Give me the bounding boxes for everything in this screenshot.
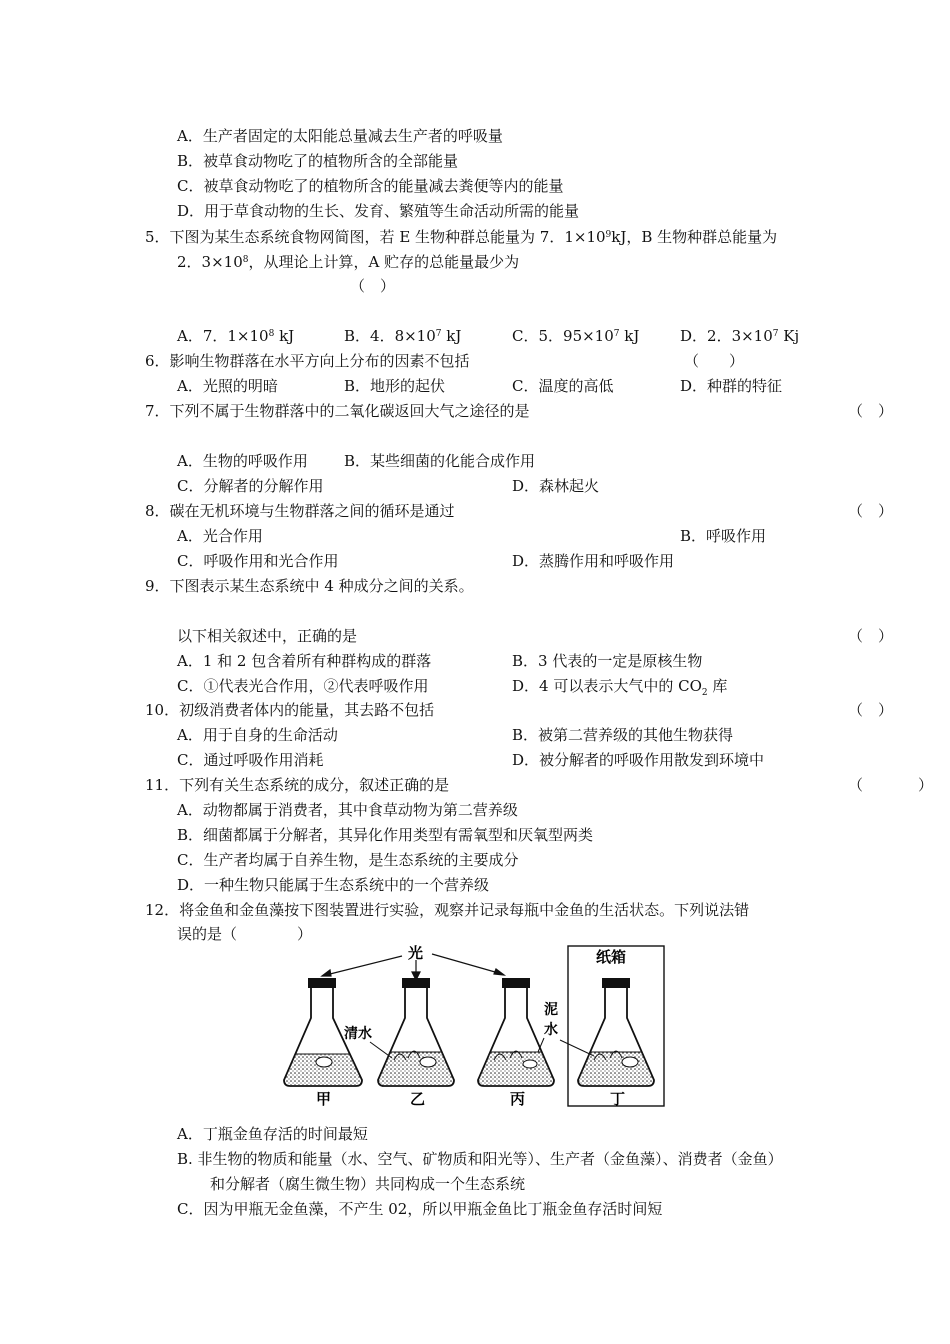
q11-option-b: B．细菌都属于分解者，其异化作用类型有需氧型和厌氧型两类 <box>177 826 594 844</box>
mud-water-label-2: 水 <box>544 1022 558 1038</box>
q8-option-b: B．呼吸作用 <box>680 527 767 545</box>
q10-option-d: D．被分解者的呼吸作用散发到环境中 <box>512 751 765 769</box>
option-unit: kJ <box>619 327 640 345</box>
q9-stem: 9．下图表示某生态系统中 4 种成分之间的关系。 <box>145 577 474 595</box>
q9-option-c: C．①代表光合作用，②代表呼吸作用 <box>177 677 429 695</box>
q11-option-d: D．一种生物只能属于生态系统中的一个营养级 <box>177 876 490 894</box>
q7-option-c: C．分解者的分解作用 <box>177 477 324 495</box>
option-text: A．7．1×10 <box>177 327 269 345</box>
q8-option-d: D．蒸腾作用和呼吸作用 <box>512 552 675 570</box>
option-text: B．4．8×10 <box>344 327 436 345</box>
q10-option-c: C．通过呼吸作用消耗 <box>177 751 324 769</box>
q5-option-d <box>680 326 799 346</box>
q9-option-a: A．1 和 2 包含着所有种群构成的群落 <box>177 652 432 670</box>
option-text-end: 库 <box>707 677 728 695</box>
q8-option-a: A．光合作用 <box>177 527 263 545</box>
q12-option-b-line-1: B. 非生物的物质和能量（水、空气、矿物质和阳光等）、生产者（金鱼藻）、消费者（金鱼） <box>177 1150 783 1168</box>
option-text: D．2．3×10 <box>680 327 773 345</box>
q11-option-a: A．动物都属于消费者，其中食草动物为第二营养级 <box>177 801 518 819</box>
exponent: 8 <box>268 329 275 339</box>
q12-option-c: C．因为甲瓶无金鱼藻，不产生 02，所以甲瓶金鱼比丁瓶金鱼存活时间短 <box>177 1200 663 1218</box>
exponent: 9 <box>605 230 612 240</box>
q5-stem-line-2 <box>177 252 519 272</box>
q6-stem: 6．影响生物群落在水平方向上分布的因素不包括 <box>145 352 470 370</box>
q8-answer-paren: （ ） <box>848 502 894 520</box>
q5-stem-text-2-end: ，从理论上计算，A 贮存的总能量最少为 <box>248 253 520 271</box>
q4-option-a: A．生产者固定的太阳能总量减去生产者的呼吸量 <box>177 127 503 145</box>
mud-water-label-1: 泥 <box>544 1002 558 1018</box>
q5-stem-text-end: kJ，B 生物种群总能量为 <box>611 228 778 246</box>
option-text: D．4 可以表示大气中的 CO <box>512 677 702 695</box>
flask-ding <box>578 978 654 1086</box>
q10-option-a: A．用于自身的生命活动 <box>177 726 338 744</box>
q9-option-d <box>512 676 727 703</box>
flask-bing <box>478 978 554 1086</box>
q9-answer-paren: （ ） <box>848 627 894 645</box>
exponent: 8 <box>242 255 249 265</box>
q6-option-b: B．地形的起伏 <box>344 377 446 395</box>
option-unit: kJ <box>274 327 295 345</box>
q8-stem: 8．碳在无机环境与生物群落之间的循环是通过 <box>145 502 455 520</box>
q10-stem: 10．初级消费者体内的能量，其去路不包括 <box>145 701 435 719</box>
q11-paren-right: ） <box>918 776 934 794</box>
experiment-figure <box>282 940 670 1108</box>
q9-stem-2: 以下相关叙述中，正确的是 <box>177 627 358 645</box>
flask-yi <box>378 978 454 1086</box>
q12-option-a: A．丁瓶金鱼存活的时间最短 <box>177 1125 368 1143</box>
q5-option-a <box>177 326 294 346</box>
q10-option-b: B．被第二营养级的其他生物获得 <box>512 726 734 744</box>
q11-stem: 11．下列有关生态系统的成分，叙述正确的是 <box>145 776 450 794</box>
option-text: C．5．95×10 <box>512 327 614 345</box>
exponent: 7 <box>772 329 779 339</box>
q6-answer-paren: （ ） <box>684 352 745 370</box>
q12-stem-line-2: 误的是（ ） <box>177 925 313 943</box>
q11-paren-left: （ <box>848 776 864 794</box>
q8-option-c: C．呼吸作用和光合作用 <box>177 552 339 570</box>
light-label: 光 <box>408 944 424 962</box>
q7-answer-paren: （ ） <box>848 402 894 420</box>
option-unit: kJ <box>441 327 462 345</box>
q5-option-b <box>344 326 461 346</box>
flask-label-yi: 乙 <box>410 1090 426 1108</box>
q7-option-b: B．某些细菌的化能合成作用 <box>344 452 536 470</box>
q11-option-c: C．生产者均属于自养生物，是生态系统的主要成分 <box>177 851 519 869</box>
q9-option-b: B．3 代表的一定是原核生物 <box>512 652 703 670</box>
q12-option-b-line-2: 和分解者（腐生微生物）共同构成一个生态系统 <box>210 1175 526 1193</box>
option-unit: Kj <box>778 327 800 345</box>
q6-option-c: C．温度的高低 <box>512 377 614 395</box>
q10-answer-paren: （ ） <box>848 701 894 719</box>
subscript: 2 <box>701 688 708 698</box>
clear-water-label: 清水 <box>344 1026 372 1042</box>
q7-option-a: A．生物的呼吸作用 <box>177 452 308 470</box>
flask-label-jia: 甲 <box>316 1090 332 1108</box>
q4-option-d: D．用于草食动物的生长、发育、繁殖等生命活动所需的能量 <box>177 202 580 220</box>
q5-option-c <box>512 326 639 346</box>
flask-label-bing: 丙 <box>510 1090 526 1108</box>
q6-option-d: D．种群的特征 <box>680 377 783 395</box>
q7-option-d: D．森林起火 <box>512 477 600 495</box>
q6-option-a: A．光照的明暗 <box>177 377 278 395</box>
exponent: 7 <box>435 329 442 339</box>
q7-stem: 7．下列不属于生物群落中的二氧化碳返回大气之途径的是 <box>145 402 530 420</box>
q5-answer-paren: （ ） <box>350 277 396 295</box>
q4-option-b: B．被草食动物吃了的植物所含的全部能量 <box>177 152 459 170</box>
q4-option-c: C．被草食动物吃了的植物所含的能量减去粪便等内的能量 <box>177 177 564 195</box>
q12-stem-line-1: 12．将金鱼和金鱼藻按下图装置进行实验，观察并记录每瓶中金鱼的生活状态。下列说法错 <box>145 901 750 919</box>
exponent: 7 <box>613 329 620 339</box>
q5-stem-line-1 <box>145 227 777 247</box>
q5-stem-text: 5．下图为某生态系统食物网简图，若 E 生物种群总能量为 7．1×10 <box>145 228 606 246</box>
flask-label-ding: 丁 <box>610 1090 626 1108</box>
paper-box-label: 纸箱 <box>596 948 627 966</box>
q5-stem-text-2: 2．3×10 <box>177 253 243 271</box>
